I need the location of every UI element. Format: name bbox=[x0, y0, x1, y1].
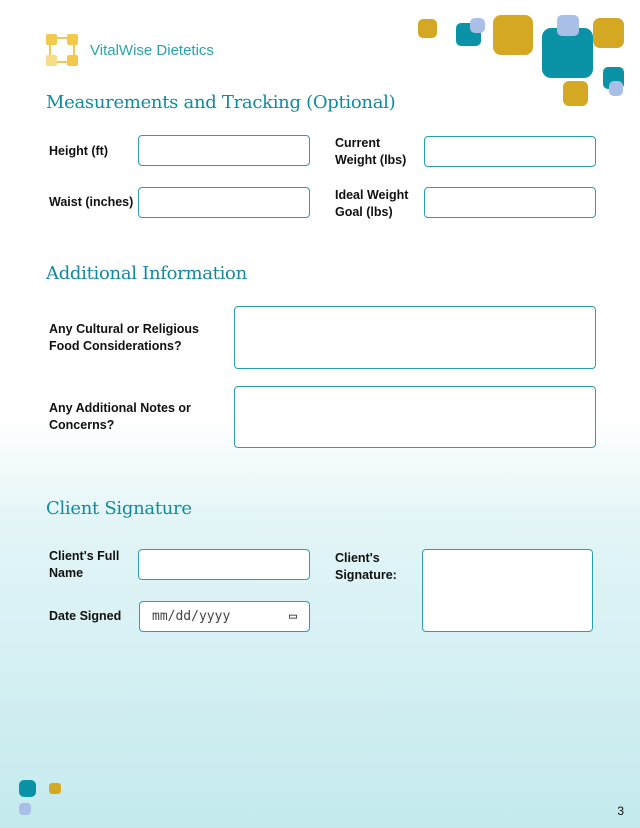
cultural-considerations-textarea[interactable] bbox=[234, 306, 596, 369]
current-weight-input[interactable] bbox=[424, 136, 596, 167]
date-signed-input[interactable] bbox=[139, 601, 310, 632]
brand-name: VitalWise Dietetics bbox=[90, 42, 214, 59]
calendar-icon[interactable]: ▭ bbox=[289, 609, 297, 624]
label-cultural: Any Cultural or Religious Food Considerations? bbox=[49, 322, 200, 353]
label-waist: Waist (inches) bbox=[49, 195, 134, 209]
label-height: Height (ft) bbox=[49, 144, 109, 158]
ideal-weight-input[interactable] bbox=[424, 187, 596, 218]
additional-notes-textarea[interactable] bbox=[234, 386, 596, 448]
waist-input[interactable] bbox=[138, 187, 310, 218]
label-date-signed: Date Signed bbox=[49, 609, 122, 623]
section-title-additional: Additional Information bbox=[46, 263, 247, 284]
full-name-input[interactable] bbox=[138, 549, 310, 580]
label-full-name: Client's Full Name bbox=[49, 549, 120, 580]
height-input[interactable] bbox=[138, 135, 310, 166]
section-title-measurements: Measurements and Tracking (Optional) bbox=[46, 92, 396, 113]
label-ideal-weight: Ideal Weight Goal (lbs) bbox=[335, 188, 409, 219]
label-notes: Any Additional Notes or Concerns? bbox=[49, 401, 191, 432]
section-title-signature: Client Signature bbox=[46, 498, 192, 519]
page-number: 3 bbox=[617, 804, 624, 818]
signature-box[interactable] bbox=[422, 549, 593, 632]
label-current-weight: Current Weight (lbs) bbox=[335, 136, 407, 167]
date-placeholder: mm/dd/yyyy bbox=[152, 609, 231, 624]
label-signature: Client's Signature: bbox=[335, 551, 397, 582]
logo-icon bbox=[46, 34, 78, 66]
